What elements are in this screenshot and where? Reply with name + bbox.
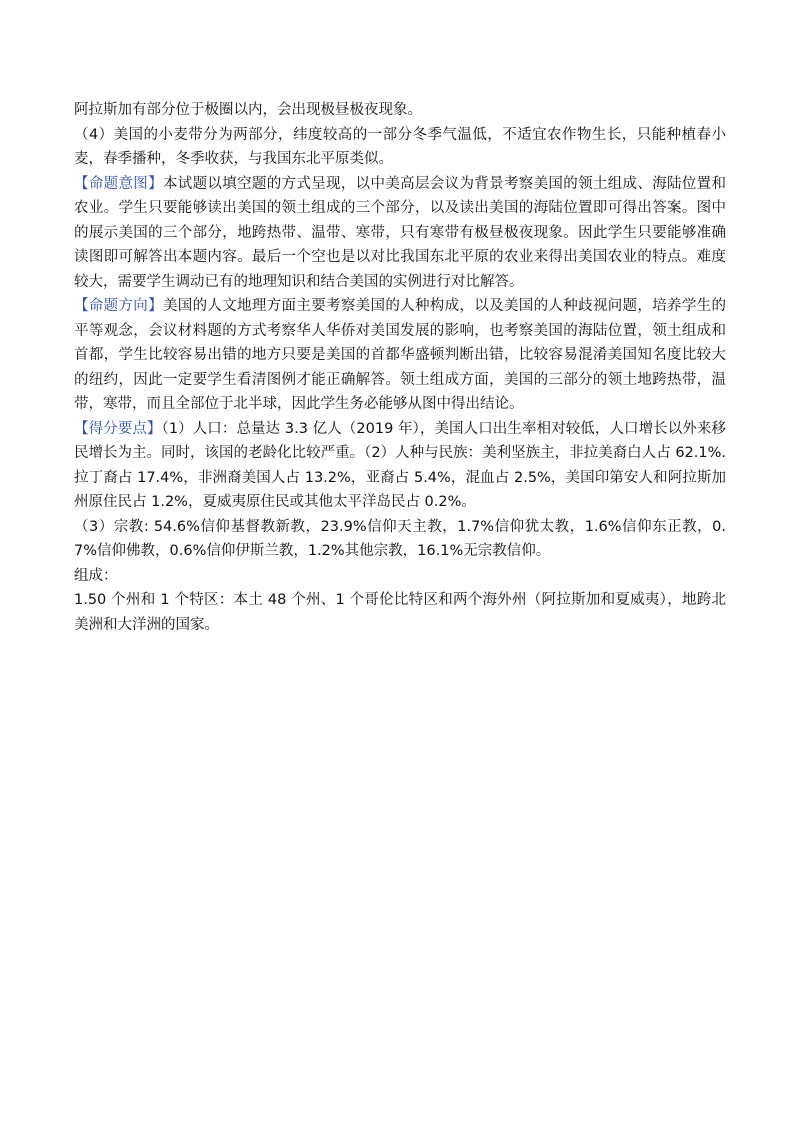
paragraph-direction: [74, 294, 726, 417]
section-tag-intent: 【命题意图】: [74, 175, 163, 192]
paragraph-text: 1.50 个州和 1 个特区：本土 48 个州、1 个哥伦比特区和两个海外州（阿拉斯加和夏威夷），地跨北美洲和大洋洲的国家。: [74, 592, 726, 633]
paragraph-text: （4）美国的小麦带分为两部分，纬度较高的一部分冬季气温低，不适宜农作物生长，只能种植春小麦，春季播种，冬季收获，与我国东北平原类似。: [74, 126, 726, 167]
section-tag-key-points: 【得分要点】: [74, 420, 162, 437]
paragraph-text: （3）宗教: 54.6%信仰基督教新教，23.9%信仰天主教，1.7%信仰犹太教，1.6%信仰东正教，0.7%信仰佛教，0.6%信仰伊斯兰教，1.2%其他宗教，16.1%无宗教信仰。: [74, 518, 726, 559]
paragraph-text: 组成：: [74, 567, 118, 584]
section-tag-direction: 【命题方向】: [74, 298, 163, 314]
paragraph-text: 本试题以填空题的方式呈现，以中美高层会议为背景考察美国的领土组成、海陆位置和农业。学生只要能够读出美国的领土组成的三个部分，以及读出美国的海陆位置即可得出答案。图中的展示美国的三个部分，地跨热带、温带、寒带，只有寒带有极昼极夜现象。因此学生只要能够准确读图即可解答出本题内容。最后一个空也是以对比我国东北平原的农业来得出美国农业的特点。难度较大，需要学生调动已有的地理知识和结合美国的实例进行对比解答。: [74, 175, 726, 290]
paragraph-text: 阿拉斯加有部分位于极圈以内，会出现极昼极夜现象。: [74, 102, 422, 118]
paragraph-text: （1）人口：总量达 3.3 亿人（2019 年），美国人口出生率相对较低，人口增长以外来移民增长为主。同时，该国的老龄化比较严重。（2）人种与民族：美利坚族主，非拉美裔白人占 62.1%.拉丁裔占 17.4%，非洲裔美国人占 13.2%，亚裔占 5.4%，混血占 2.5%，美国印第安人和阿拉斯加州原住民占 1.2%，夏威夷原住民或其他太平洋岛民占 0.2%。: [74, 420, 727, 510]
paragraph-composition-heading: [74, 564, 726, 589]
document-body: [74, 98, 726, 637]
paragraph-text: 美国的人文地理方面主要考察美国的人种构成，以及美国的人种歧视问题，培养学生的平等观念，会议材料题的方式考察华人华侨对美国发展的影响，也考察美国的海陆位置，领土组成和首都，学生比较容易出错的地方只要是美国的首都华盛顿判断出错，比较容易混淆美国知名度比较大的纽约，因此一定要学生看清图例才能正确解答。领土组成方面，美国的三部分的领土地跨热带，温带，寒带，而且全部位于北半球，因此学生务必能够从图中得出结论。: [74, 298, 726, 412]
paragraph-alaska-polar: [74, 98, 726, 123]
paragraph-wheat-belt: [74, 123, 726, 172]
paragraph-key-points: [74, 417, 726, 515]
paragraph-religion: [74, 515, 726, 564]
paragraph-intent: [74, 172, 726, 295]
paragraph-states: [74, 588, 726, 637]
